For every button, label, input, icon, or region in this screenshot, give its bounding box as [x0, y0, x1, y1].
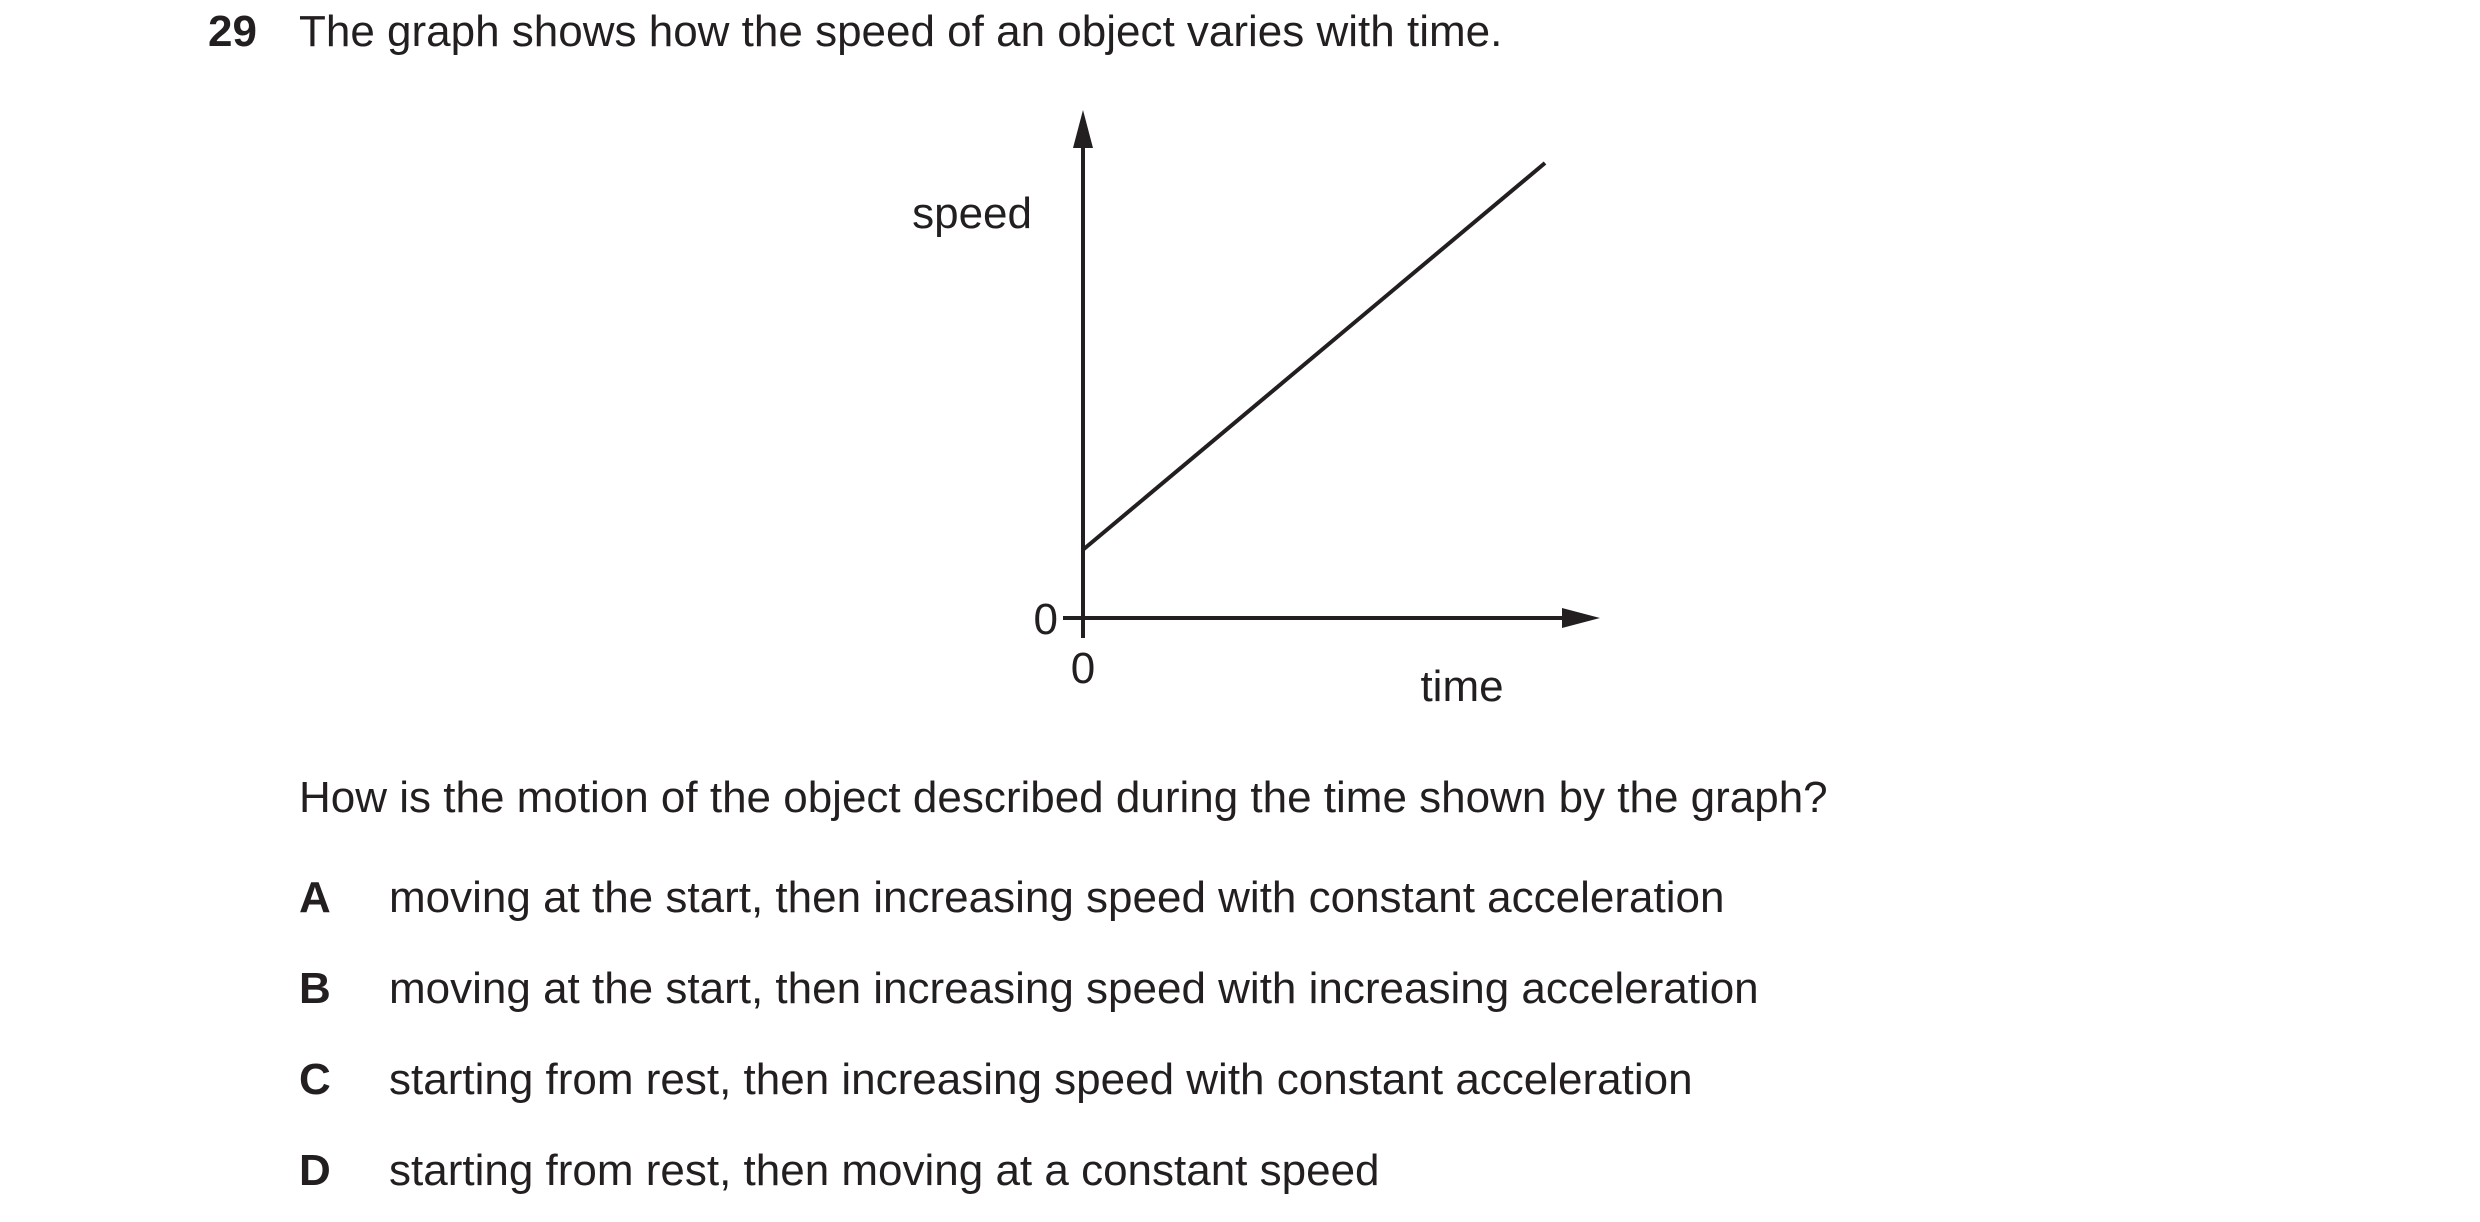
- option-letter: A: [299, 873, 331, 922]
- option-letter: C: [299, 1055, 331, 1104]
- option-text: moving at the start, then increasing speed with constant acceleration: [389, 873, 1725, 922]
- option-text: moving at the start, then increasing speed with increasing acceleration: [389, 964, 1759, 1013]
- x-origin-label: 0: [1070, 644, 1096, 693]
- x-axis-label: time: [1420, 662, 1504, 711]
- option-text: starting from rest, then increasing speed with constant acceleration: [389, 1055, 1693, 1104]
- y-axis-label: speed: [912, 189, 1032, 238]
- speed-line: [1083, 163, 1545, 550]
- option-letter: B: [299, 964, 331, 1013]
- y-origin-label: 0: [1033, 595, 1058, 644]
- question-stem: The graph shows how the speed of an object varies with time.: [299, 7, 1503, 56]
- x-axis-arrowhead: [1562, 608, 1600, 628]
- option-text: starting from rest, then moving at a constant speed: [389, 1146, 1380, 1195]
- question-prompt: How is the motion of the object described during the time shown by the graph?: [299, 773, 1828, 822]
- question-number: 29: [208, 7, 257, 56]
- option-letter: D: [299, 1146, 331, 1195]
- y-axis-arrowhead: [1073, 110, 1093, 148]
